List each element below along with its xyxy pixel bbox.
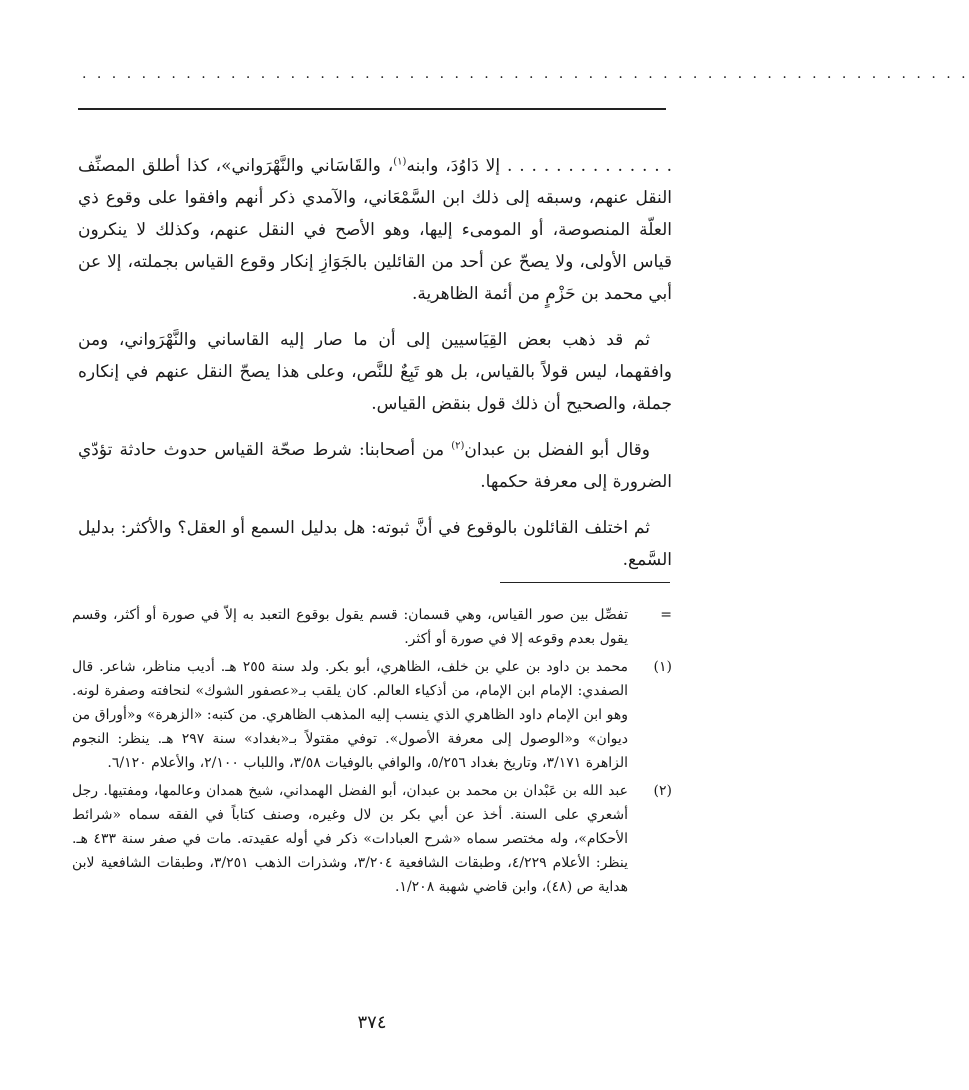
footnote-continuation: [72, 603, 672, 651]
header-rule: [78, 108, 666, 110]
paragraph-1-text-b: ، والقَاسَاني والنَّهْرَواني»، كذا أطلق المصنِّف النقل عنهم، وسبقه إلى ذلك ابن السَّمْعَاني، والآمدي ذكر أنهم وافقوا على وقوع ذي العلّة المنصوصة، أو المومىء إليها، وهو الأصح في النقل عنهم، وكذلك لا ينكرون قياس الأولى، ولا يصحّ عن أحد من القائلين بالجَوَازِ إنكار وقوع القياس بجملته، إلا عن أبي محمد بن حَزْمٍ من أئمة الظاهرية.: [78, 156, 672, 304]
footnote-separator: [500, 582, 670, 583]
paragraph-1-text-a: . . . . . . . . . . . . . . إلا دَاوُدَ، وابنه: [406, 156, 672, 176]
main-text-block: [78, 150, 672, 590]
page-number: ٣٧٤: [357, 1012, 387, 1033]
footnote-1: [72, 655, 672, 775]
footnote-reference-1: (١): [393, 156, 407, 168]
paragraph-3-text-a: وقال أبو الفضل بن عبدان: [464, 440, 650, 460]
footnote-text: تفصِّل بين صور القياس، وهي قسمان: قسم يقول بوقوع التعبد به إلاّ في صورة أو أكثر، وقسم يقول بعدم وقوعه إلا في صورة أو أكثر.: [72, 607, 628, 647]
paragraph-2: ثم قد ذهب بعض القِيَاسيين إلى أن ما صار إليه القاساني والنَّهْرَواني، ومن وافقهما، ليس قولاً بالقياس، بل هو تَبِعٌ للنَّص، وعلى هذا يصحّ النقل عنهم في إنكاره جملة، والصحيح أن ذلك قول بنقض القياس.: [78, 330, 672, 414]
paragraph-3: [78, 434, 672, 498]
paragraph-4: ثم اختلف القائلون بالوقوع في أنَّ ثبوته: هل بدليل السمع أو العقل؟ والأكثر: بدليل السَّمع.: [78, 518, 672, 570]
footnote-marker: =: [660, 607, 672, 623]
paragraph-1: [78, 150, 672, 310]
header-ellipsis: . . . . . . . . . . . . . . . . . . . . . . . . . . . . . . . . . . . . . . . . . . . . . . . . . . . . . . . . . . . .: [82, 66, 969, 82]
footnote-text: محمد بن داود بن علي بن خلف، الظاهري، أبو بكر. ولد سنة ٢٥٥ هـ. أديب مناظر، شاعر. قال الصفدي: الإمام ابن الإمام، من أذكياء العالم. كان يلقب بـ«عصفور الشوك» لنحافته وصفرة لونه. وهو ابن الإمام داود الظاهري الذي ينسب إليه المذهب الظاهري. من كتبه: «الزهرة» و«أوراق من ديوان» و«الوصول إلى معرفة الأصول». توفي مقتولاً بـ«بغداد» سنة ٢٩٧ هـ. ينظر: النجوم الزاهرة ٣/١٧١، وتاريخ بغداد ٥/٢٥٦، والوافي بالوفيات ٣/٥٨، واللباب ٢/١٠٠، والأعلام ٦/١٢٠.: [72, 659, 628, 771]
footnote-2: [72, 779, 672, 899]
footnote-marker: (٢): [653, 783, 672, 799]
footnotes-block: [72, 603, 672, 903]
footnote-text: عبد الله بن عَبْدان بن محمد بن عبدان، أبو الفضل الهمداني، شيخ همدان وعالمها، ومفتيها. رجل أشعري على السنة. أخذ عن أبي بكر بن لال وغيره، وصنف كتاباً في الفقه سماه «شرائط الأحكام»، وله مختصر سماه «شرح العبادات» ذكر في أوله عقيدته. مات في صفر سنة ٤٣٣ هـ. ينظر: الأعلام ٤/٢٢٩، وطبقات الشافعية ٣/٢٠٤، وشذرات الذهب ٣/٢٥١، وطبقات الشافعية لابن هداية ص (٤٨)، وابن قاضي شهبة ١/٢٠٨.: [72, 783, 629, 895]
footnote-marker: (١): [653, 659, 672, 675]
paragraph-3-text-b: من أصحابنا: شرط صحّة القياس حدوث حادثة تؤدّي الضرورة إلى معرفة حكمها.: [78, 440, 672, 492]
footnote-reference-2: (٢): [451, 440, 465, 452]
